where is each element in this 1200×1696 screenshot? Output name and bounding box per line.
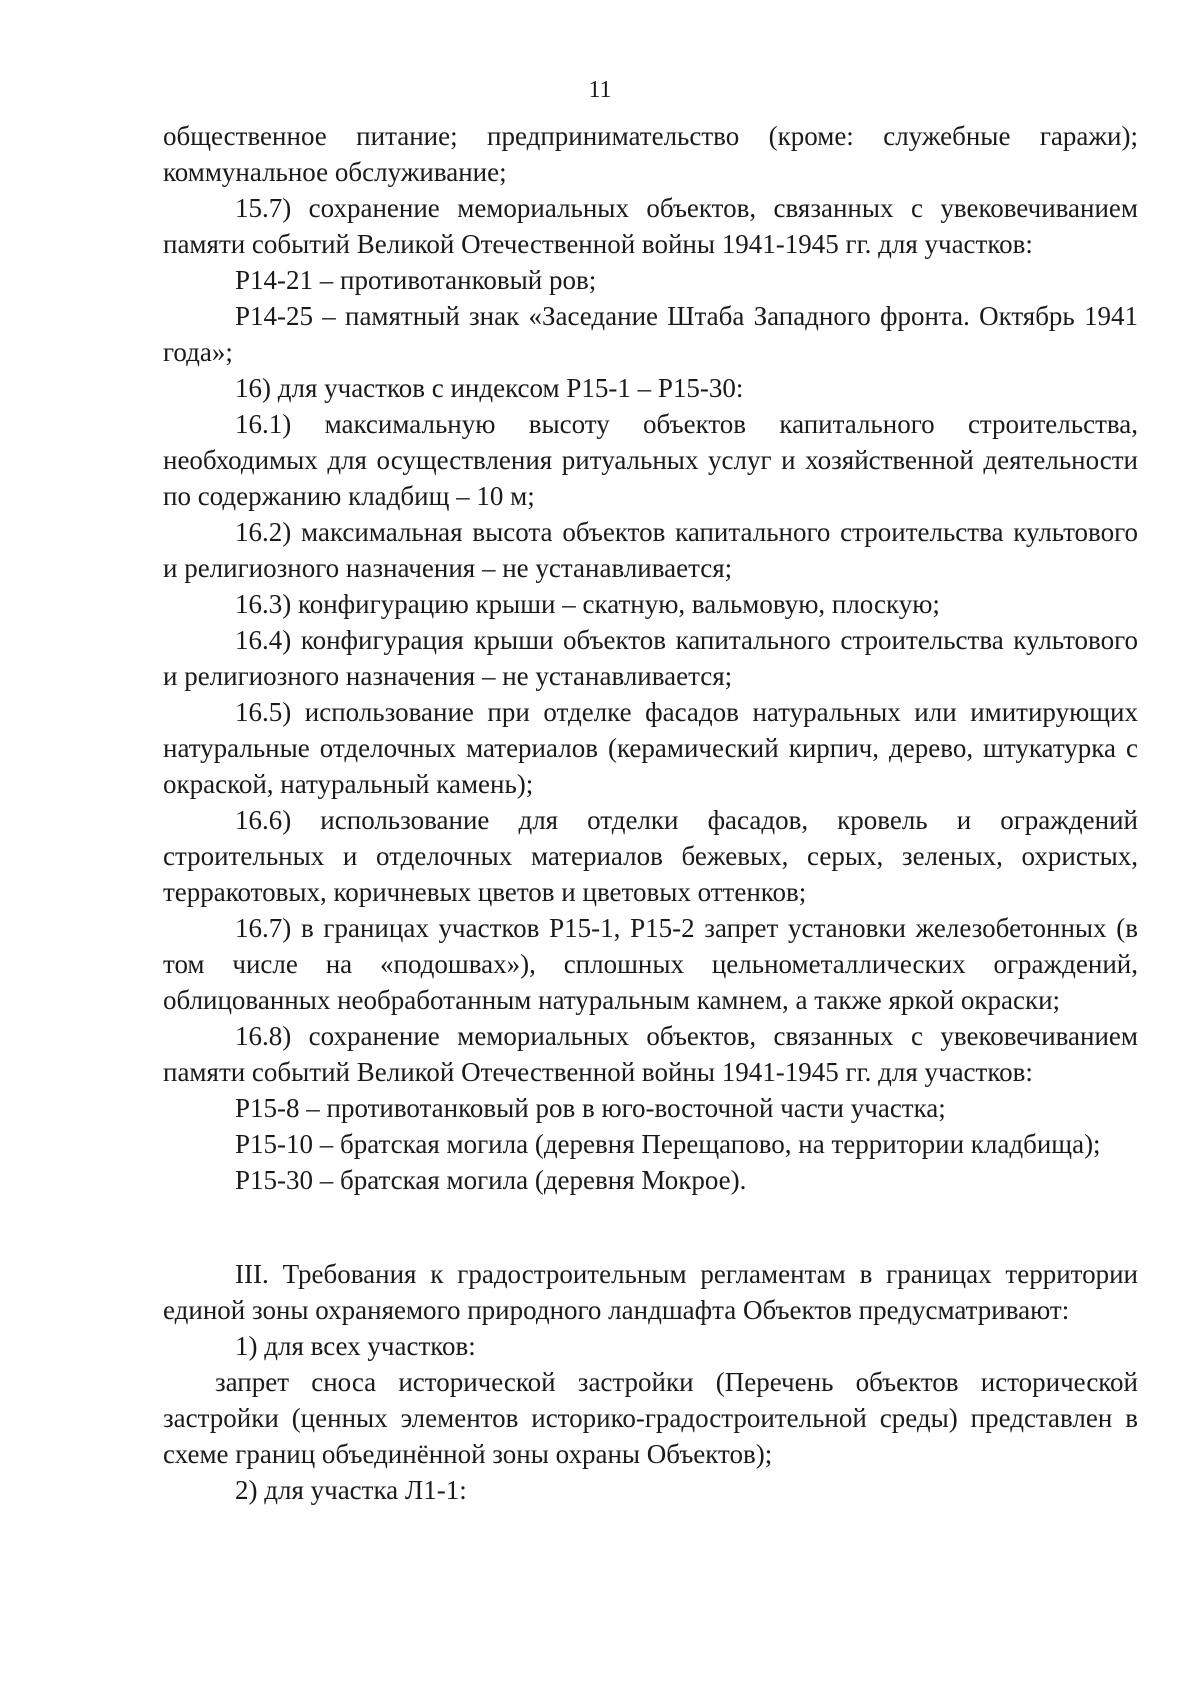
paragraph: 16.5) использование при отделке фасадов натуральных или имитирующих натуральные отделочных материалов (керамический кирпич, дерево, штукатурка с окраской, натуральный камень); [163, 697, 1138, 799]
paragraph: 16.7) в границах участков Р15-1, Р15-2 запрет установки железобетонных (в том числе на «подошвах»), сплошных цельнометаллических ограждений, облицованных необработанным натуральным камнем, а также яркой окраски; [163, 913, 1138, 1015]
paragraph: 15.7) сохранение мемориальных объектов, связанных с увековечиванием памяти событий Великой Отечественной войны 1941-1945 гг. для участков: [163, 193, 1138, 259]
paragraph: 16.1) максимальную высоту объектов капитального строительства, необходимых для осуществления ритуальных услуг и хозяйственной деятельности по содержанию кладбищ – 10 м; [163, 409, 1138, 511]
paragraph: 16) для участков с индексом Р15-1 – Р15-30: [235, 373, 744, 403]
page-number: 11 [588, 77, 612, 103]
paragraph: Р14-21 – противотанковый ров; [235, 265, 597, 295]
section-heading: III. Требования к градостроительным регламентам в границах территории единой зоны охраняемого природного ландшафта Объектов предусматривают: [163, 1259, 1138, 1325]
paragraph: 16.4) конфигурация крыши объектов капитального строительства культового и религиозного назначения – не устанавливается; [163, 625, 1138, 691]
paragraph: 16.3) конфигурацию крыши – скатную, вальмовую, плоскую; [235, 589, 940, 619]
paragraph: 1) для всех участков: [235, 1331, 476, 1361]
paragraph: общественное питание; предпринимательство (кроме: служебные гаражи); коммунальное обслуживание; [163, 121, 1138, 187]
paragraph: 16.2) максимальная высота объектов капитального строительства культового и религиозного назначения – не устанавливается; [163, 517, 1138, 583]
paragraph: 2) для участка Л1-1: [235, 1475, 467, 1505]
paragraph: Р14-25 – памятный знак «Заседание Штаба Западного фронта. Октябрь 1941 года»; [163, 301, 1138, 367]
document-body [163, 118, 1138, 1508]
paragraph: Р15-30 – братская могила (деревня Мокрое). [235, 1165, 747, 1195]
paragraph: Р15-8 – противотанковый ров в юго-восточной части участка; [235, 1093, 946, 1123]
paragraph: запрет сноса исторической застройки (Перечень объектов исторической застройки (ценных элементов историко-градостроительной среды) представлен в схеме границ объединённой зоны охраны Объектов); [163, 1367, 1138, 1469]
paragraph: 16.8) сохранение мемориальных объектов, связанных с увековечиванием памяти событий Великой Отечественной войны 1941-1945 гг. для участков: [163, 1021, 1138, 1087]
paragraph: 16.6) использование для отделки фасадов, кровель и ограждений строительных и отделочных материалов бежевых, серых, зеленых, охристых, терракотовых, коричневых цветов и цветовых оттенков; [163, 805, 1138, 907]
paragraph: Р15-10 – братская могила (деревня Перещапово, на территории кладбища); [235, 1129, 1101, 1159]
section-gap [163, 1198, 1138, 1256]
